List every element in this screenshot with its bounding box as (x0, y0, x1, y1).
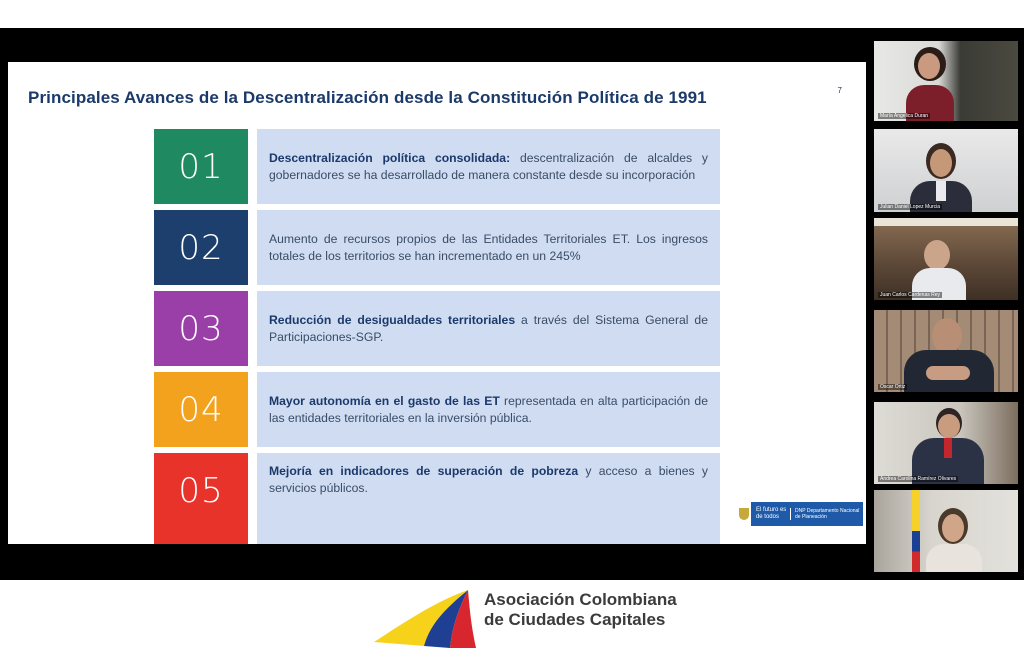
slide-title: Principales Avances de la Descentralización desde la Constitución Política de 1991 (28, 88, 707, 107)
participant-name: Oscar Ortiz (880, 384, 906, 390)
participant-tile-6[interactable] (874, 490, 1018, 572)
number-box (154, 372, 248, 447)
number-box (154, 453, 248, 544)
top-strip (0, 0, 1024, 28)
participant-tile-5[interactable] (874, 402, 1018, 484)
item-text: a través del Sistema General de Participaciones-SGP. (269, 312, 708, 344)
item-number: 02 (178, 227, 224, 268)
advance-item-01 (154, 129, 720, 204)
item-text: y acceso a bienes y servicios públicos. (269, 464, 708, 495)
colombia-shield-icon (737, 502, 751, 526)
org-name-line1: Asociación Colombiana (484, 590, 677, 609)
item-bold-text: Mejoría en indicadores de superación de pobreza (269, 464, 579, 478)
item-text: representada en alta participación de las entidades territoriales en la inversión pública. (269, 393, 708, 425)
participant-name: Julian Daniel Lopez Murcia (880, 204, 941, 210)
participant-tile-1[interactable] (874, 41, 1018, 121)
slide-page-number: 7 (837, 86, 842, 95)
advance-item-04 (154, 372, 720, 447)
item-text: Aumento de recursos propios de las Entidades Territoriales ET. Los ingresos totales de los territorios se han incrementado en un 245% (269, 231, 708, 263)
org-name-line2: de Ciudades Capitales (484, 610, 666, 629)
participant-tile-3[interactable] (874, 218, 1018, 300)
participant-name: Andrea Carolina Ramírez Olivares (880, 476, 957, 482)
item-number: 01 (178, 146, 224, 187)
item-bold-text: Mayor autonomía en el gasto de las ET (269, 393, 500, 408)
item-text-box (257, 372, 720, 447)
advance-item-03 (154, 291, 720, 366)
participant-name: Juan Carlos Cardenas Rey (880, 292, 941, 298)
item-number: 04 (178, 389, 224, 430)
advance-item-05 (154, 453, 720, 544)
item-text: descentralización de alcaldes y gobernadores se ha desarrollado de manera constante desde su incorporación (269, 150, 708, 182)
item-text-box (257, 453, 720, 544)
participant-name: María Angelica Duran (880, 113, 929, 119)
participant-tile-2[interactable] (874, 129, 1018, 212)
advance-item-02 (154, 210, 720, 285)
item-number: 03 (178, 308, 224, 349)
item-bold-text: Reducción de desigualdades territoriales (269, 312, 516, 327)
logo-slogan: El futuro es de todos (755, 507, 787, 520)
org-name (484, 590, 677, 630)
dnp-logo (737, 502, 863, 526)
participant-tile-4[interactable] (874, 310, 1018, 392)
number-box (154, 129, 248, 204)
item-text-box (257, 291, 720, 366)
number-box (154, 210, 248, 285)
shared-slide (8, 62, 866, 544)
item-text-box (257, 129, 720, 204)
item-number: 05 (178, 471, 224, 511)
number-box (154, 291, 248, 366)
asocapitales-logo-icon (372, 584, 482, 650)
item-text-box (257, 210, 720, 285)
logo-dnp-text: DNP Departamento Nacional de Planeación (790, 508, 863, 520)
item-bold-text: Descentralización política consolidada: (269, 150, 511, 165)
